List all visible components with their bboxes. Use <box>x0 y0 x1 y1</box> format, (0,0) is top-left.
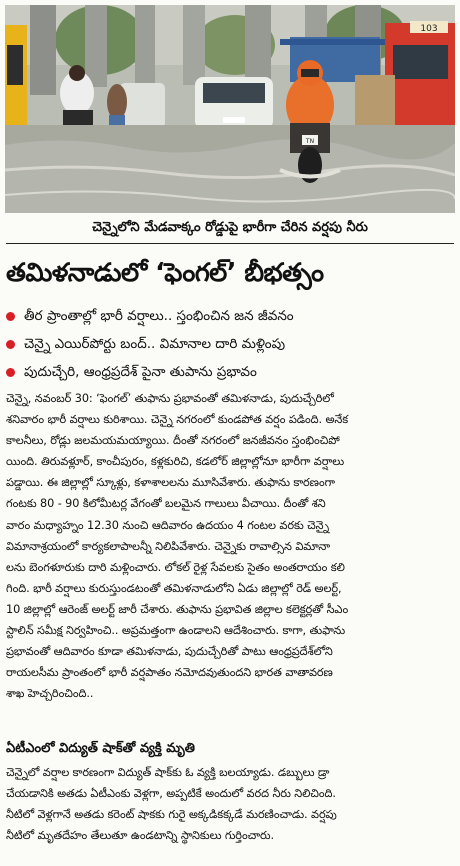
flood-street-photo <box>5 5 455 213</box>
bullet-icon <box>6 340 15 349</box>
body-line: వారం మధ్యాహ్నం 12.30 నుంచి ఆదివారం ఉదయం 4 గంటల వరకు చెన్నై <box>6 518 329 532</box>
body-line: నీటిలో వెళ్లగానే అతడు కరెంట్ షాకకు గురై అక్కడికక్కడే మరణించాడు. వర్షపు <box>6 808 337 822</box>
body-line: శనివారం భారీ వర్షాలు కురిశాయి. చెన్నై నగరంలో కుండపోత వర్షం పడింది. అనేక <box>6 413 349 427</box>
bullet-icon <box>6 312 15 321</box>
bullet-item: తీర ప్రాంతాల్లో భారీ వర్షాలు.. స్తంభించిన జన జీవనం <box>6 302 454 330</box>
bike-plate: TN <box>305 138 315 145</box>
body-line: నీటిలో మృతదేహం తేలుతూ ఉండటాన్ని స్థానికులు గుర్తించారు. <box>6 829 274 843</box>
bullet-icon <box>6 368 15 377</box>
body-line: స్టాలిన్ సమీక్ష నిర్వహించి.. అప్రమత్తంగా ఉండాలని ఆదేశించారు. కాగా, తుఫాను <box>6 624 346 638</box>
atm-story-body <box>6 762 454 846</box>
body-line: రాయలసీమ ప్రాంతంలో భారీ వర్షపాతం నమోదవుతుందని భారత వాతావరణ <box>6 666 333 680</box>
body-line: చెన్నైలో వర్షాల కారణంగా విద్యుత్ షాక్‌కు ఓ వ్యక్తి బలయ్యాడు. డబ్బులు డ్రా <box>6 766 330 779</box>
body-line: యింది. తిరువళ్లూర్, కాంచీపురం, కళ్లకురిచి, కడలోర్ జిల్లాల్లోనూ భారీగా వర్షాలు <box>6 455 345 469</box>
photo-caption: చెన్నైలోని మేడవాక్కం రోడ్డుపై భారీగా చేరిన వర్షపు నీరు <box>92 220 368 235</box>
atm-subheading: ఏటీఎంలో విద్యుత్ షాక్‌తో వ్యక్తి మృతి <box>6 741 195 756</box>
body-line: విమానాశ్రయంలో కార్యకలాపాలన్నీ నిలిపివేశారు. చెన్నైకు రావాల్సిన విమానా <box>6 539 331 553</box>
body-line: ప్రభావంతో ఆదివారం కూడా తమిళనాడు, పుదుచ్చేరితో పాటు ఆంధ్రప్రదేశ్‌లోని <box>6 645 333 659</box>
headline: తమిళనాడులో ‘ఫెంగల్’ బీభత్సం <box>6 258 324 288</box>
body-line: లను బెంగళూరుకు దారి మళ్లించారు. లోకల్ రైళ్ల సేవలకు సైతం అంతరాయం కలి <box>6 560 345 574</box>
truck-sign: 103 <box>420 24 438 34</box>
body-line: గంటకు 80 - 90 కిలోమీటర్ల వేగంతో బలమైన గాలులు వీచాయి. దీంతో శని <box>6 497 326 511</box>
body-line: 10 జిల్లాల్లో ఆరెంజ్ అలర్ట్ జారీ చేశారు. తుఫాను ప్రభావిత జిల్లాల కలెక్టర్లతో సీఎం <box>6 602 349 616</box>
body-line: చేయడానికి అతడు ఏటీఎంకు వెళ్లగా, అప్పటికే అందులో వరద నీరు నిలిచింది. <box>6 787 336 801</box>
caption-divider <box>6 243 454 244</box>
body-line: పడ్డాయి. ఈ జిల్లాల్లో స్కూళ్లు, కళాశాలలను మూసివేశారు. తుఫాను కారణంగా <box>6 476 335 490</box>
body-line: చెన్నై, నవంబర్ 30: ‘ఫెంగల్’ తుఫాను ప్రభావంతో తమిళనాడు, పుదుచ్చేరిలో <box>6 392 334 405</box>
bullet-item: చెన్నై ఎయిర్‌పోర్టు బంద్.. విమానాల దారి మళ్లింపు <box>6 330 454 358</box>
body-line: గింది. భారీ వర్షాలు కురుస్తుండటంతో తమిళనాడులోని ఏడు జిల్లాల్లో రెడ్ అలర్ట్, <box>6 581 342 595</box>
body-line: కాలనీలు, రోడ్లు జలమయమయ్యాయి. దీంతో నగరంలో జనజీవనం స్తంభించిపో <box>6 434 340 448</box>
article-body <box>6 388 454 704</box>
bullet-item: పుదుచ్చేరి, ఆంధ్రప్రదేశ్ పైనా తుపాను ప్రభావం <box>6 358 454 386</box>
summary-bullets <box>6 302 454 386</box>
body-line: శాఖ హెచ్చరించింది.. <box>6 687 94 701</box>
